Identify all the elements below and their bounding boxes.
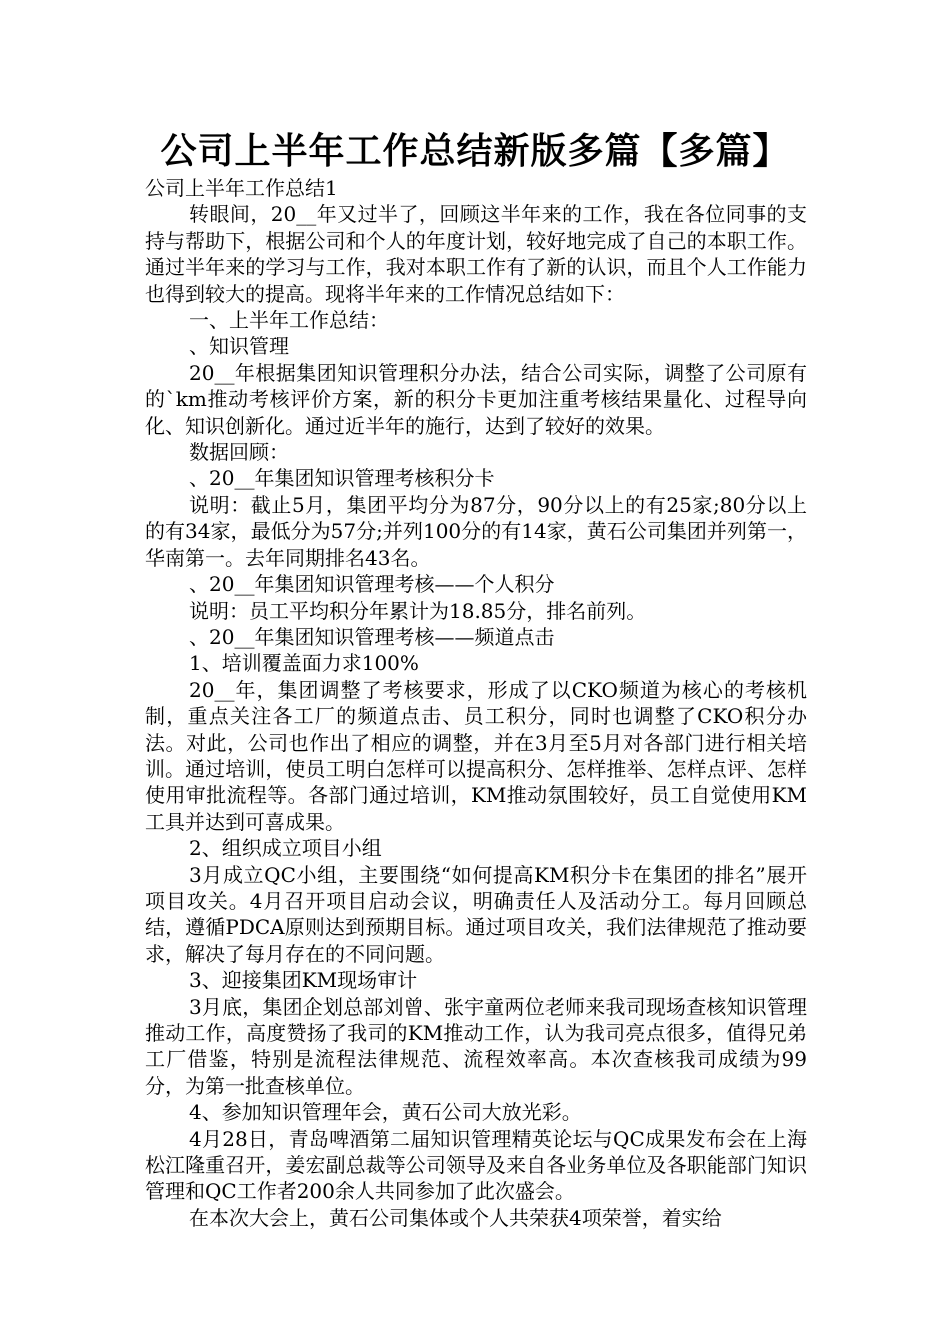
document-body <box>145 175 807 1231</box>
paragraph: 2、组织成立项目小组 <box>189 836 382 861</box>
paragraph: 3、迎接集团KM现场审计 <box>189 968 418 993</box>
section-heading: 公司上半年工作总结1 <box>145 176 338 200</box>
paragraph: 20__年根据集团知识管理积分办法，结合公司实际，调整了公司原有的`km推动考核评价方案，新的积分卡更加注重考核结果量化、过程导向化、知识创新化。通过近半年的施行，达到了较好的效果。 <box>145 360 807 438</box>
paragraph: 在本次大会上，黄石公司集体或个人共荣获4项荣誉，着实给 <box>189 1205 722 1230</box>
paragraph: 说明：截止5月，集团平均分为87分，90分以上的有25家;80分以上的有34家，最低分为57分;并列100分的有14家，黄石公司集团并列第一，华南第一。去年同期排名43名。 <box>145 492 807 570</box>
paragraph: 4月28日，青岛啤酒第二届知识管理精英论坛与QC成果发布会在上海松江隆重召开，姜宏副总裁等公司领导及来自各业务单位及各职能部门知识管理和QC工作者200余人共同参加了此次盛会。 <box>145 1126 807 1204</box>
paragraph: 3月成立QC小组，主要围绕“如何提高KM积分卡在集团的排名”展开项目攻关。4月召开项目启动会议，明确责任人及活动分工。每月回顾总结，遵循PDCA原则达到预期目标。通过项目攻关，我们法律规范了推动要求，解决了每月存在的不同问题。 <box>145 862 807 966</box>
paragraph: 、20__年集团知识管理考核——频道点击 <box>189 624 555 649</box>
paragraph: 、知识管理 <box>189 334 289 359</box>
paragraph: 、20__年集团知识管理考核——个人积分 <box>189 572 555 597</box>
paragraph: 一、上半年工作总结： <box>189 308 389 333</box>
paragraph: 转眼间，20__年又过半了，回顾这半年来的工作，我在各位同事的支持与帮助下，根据公司和个人的年度计划，较好地完成了自己的本职工作。通过半年来的学习与工作，我对本职工作有了新的认识，而且个人工作能力也得到较大的提高。现将半年来的工作情况总结如下： <box>145 202 807 306</box>
paragraph: 数据回顾： <box>189 440 289 465</box>
document-title: 公司上半年工作总结新版多篇【多篇】 <box>160 131 790 172</box>
paragraph: 说明：员工平均积分年累计为18.85分，排名前列。 <box>189 598 647 623</box>
paragraph: 3月底，集团企划总部刘曾、张宇童两位老师来我司现场查核知识管理推动工作，高度赞扬了我司的KM推动工作，认为我司亮点很多，值得兄弟工厂借鉴，特别是流程法律规范、流程效率高。本次查核我司成绩为99分，为第一批查核单位。 <box>145 994 807 1098</box>
paragraph: 、20__年集团知识管理考核积分卡 <box>189 466 495 491</box>
paragraph: 1、培训覆盖面力求100% <box>189 651 419 676</box>
paragraph: 4、参加知识管理年会，黄石公司大放光彩。 <box>189 1100 582 1125</box>
paragraph: 20__年，集团调整了考核要求，形成了以CKO频道为核心的考核机制，重点关注各工厂的频道点击、员工积分，同时也调整了CKO积分办法。对此，公司也作出了相应的调整，并在3月至5月对各部门进行相关培训。通过培训，使员工明白怎样可以提高积分、怎样推举、怎样点评、怎样使用审批流程等。各部门通过培训，KM推动氛围较好，员工自觉使用KM工具并达到可喜成果。 <box>145 677 807 834</box>
